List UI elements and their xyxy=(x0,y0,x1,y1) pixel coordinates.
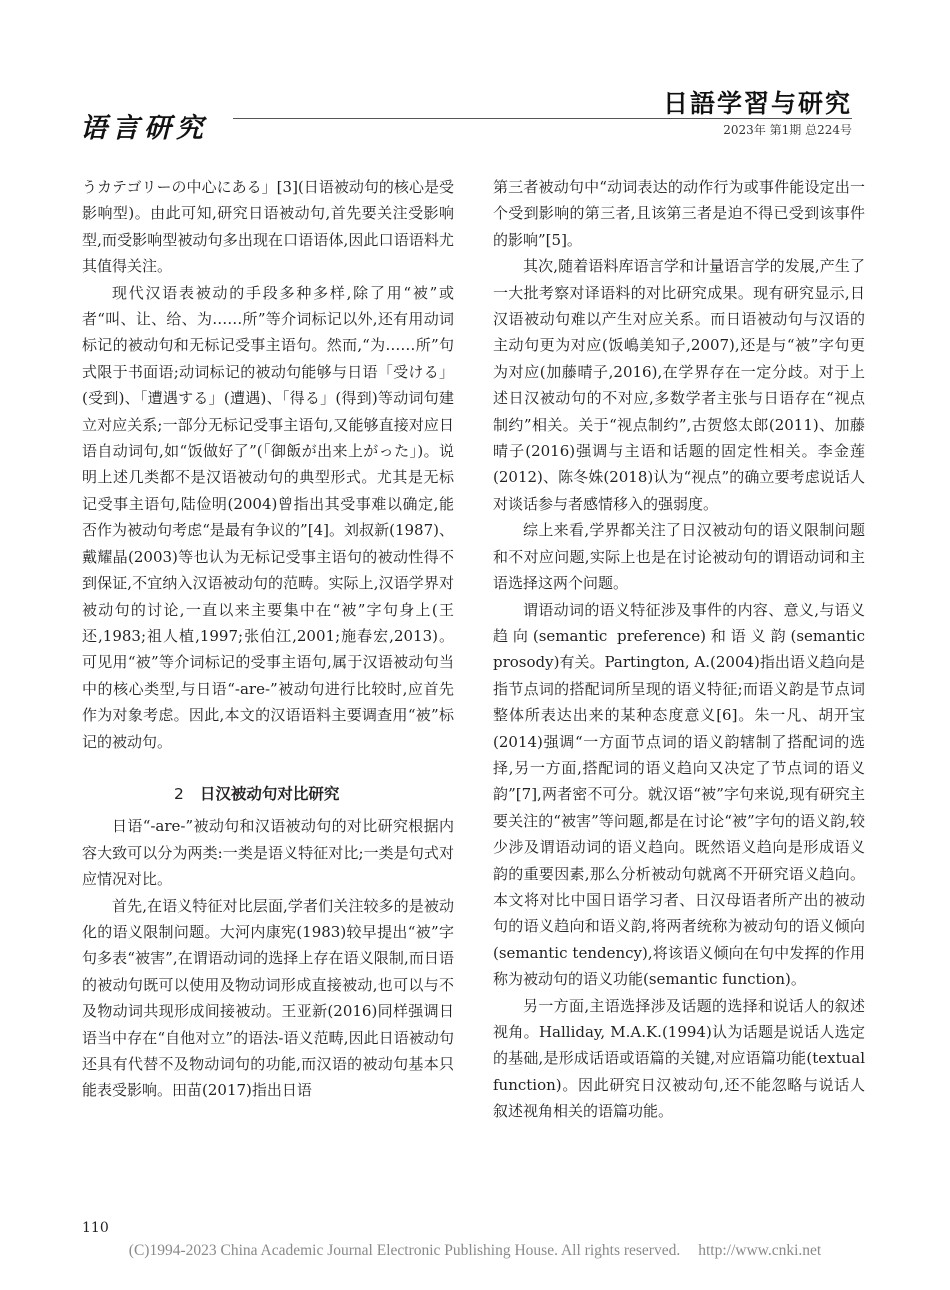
section-title: 语言研究 xyxy=(80,113,208,144)
paragraph: うカテゴリーの中心にある」[3](日语被动句的核心是受影响型)。由此可知,研究日语被动句,首先要关注受影响型,而受影响型被动句多出现在口语语体,因此口语语料尤其值得关注。 xyxy=(82,178,454,276)
paragraph: 谓语动词的语义特征涉及事件的内容、意义,与语义趋向(semantic preference)和语义韵(semantic prosody)有关。Partington, A.(2004)指出语义趋向是指节点词的搭配词所呈现的语义特征;而语义韵是节点词整体所表达出来的某种态度意义[6]。朱一凡、胡开宝(2014)强调“一方面节点词的语义韵辖制了搭配词的选择,另一方面,搭配词的语义趋向又决定了节点词的语义韵”[7],两者密不可分。就汉语“被”字句来说,现有研究主要关注的“被害”等问题,都是在讨论“被”字句的语义韵,较少涉及谓语动词的语义趋向。既然语义趋向是形成语义韵的重要因素,那么分析被动句就离不开研究语义趋向。本文将对比中国日语学习者、日汉母语者所产出的被动句的语义趋向和语义韵,将两者统称为被动句的语义倾向(semantic tendency),将该语义倾向在句中发挥的作用称为被动句的语义功能(semantic function)。 xyxy=(493,600,865,989)
copyright-text: (C)1994-2023 China Academic Journal Electronic Publishing House. All rights reserved. xyxy=(128,1242,681,1259)
page-number: 110 xyxy=(82,1220,109,1236)
right-column xyxy=(493,174,865,1125)
paragraph: 日语“-are-”被动句和汉语被动句的对比研究根据内容大致可以分为两类:一类是语义特征对比;一类是句式对应情况对比。 xyxy=(82,817,454,889)
left-column xyxy=(82,174,454,1104)
paragraph: 另一方面,主语选择涉及话题的选择和说话人的叙述视角。Halliday, M.A.K.(1994)认为话题是说话人选定的基础,是形成话语或语篇的关键,对应语篇功能(textual function)。因此研究日汉被动句,还不能忽略与说话人叙述视角相关的语篇功能。 xyxy=(493,996,865,1121)
paragraph: 第三者被动句中“动词表达的动作行为或事件能设定出一个受到影响的第三者,且该第三者是迫不得已受到该事件的影响”[5]。 xyxy=(493,178,865,249)
section-heading xyxy=(82,781,454,807)
issue-info: 2023年 第1期 总224号 xyxy=(723,123,852,137)
paragraph: 首先,在语义特征对比层面,学者们关注较多的是被动化的语义限制问题。大河内康宪(1983)较早提出“被”字句多表“被害”,在谓语动词的选择上存在语义限制,而日语的被动句既可以使用及物动词形成直接被动,也可以与不及物动词共现形成间接被动。王亚新(2016)同样强调日语当中存在“自他对立”的语法-语义范畴,因此日语被动句还具有代替不及物动词句的功能,而汉语的被动句基本只能表受影响。田苗(2017)指出日语 xyxy=(82,896,454,1100)
section-heading-text: 日汉被动句对比研究 xyxy=(199,784,340,803)
paragraph: 综上来看,学界都关注了日汉被动句的语义限制问题和不对应问题,实际上也是在讨论被动句的谓语动词和主语选择这两个问题。 xyxy=(493,521,865,593)
paragraph: 其次,随着语料库语言学和计量语言学的发展,产生了一大批考察对译语料的对比研究成果。现有研究显示,日汉语被动句难以产生对应关系。而日语被动句与汉语的主动句更为对应(饭嶋美知子,2007),还是与“被”字句更为对应(加藤晴子,2016),在学界存在一定分歧。对于上述日汉被动句的不对应,多数学者主张与日语存在“视点制约”相关。关于“视点制约”,古贺悠太郎(2011)、加藤晴子(2016)强调与主语和话题的固定性相关。李金莲(2012)、陈冬姝(2018)认为“视点”的确立要考虑说话人对谈话参与者感情移入的强弱度。 xyxy=(493,257,865,513)
footer-url: http://www.cnki.net xyxy=(698,1242,822,1259)
paragraph: 现代汉语表被动的手段多种多样,除了用“被”或者“叫、让、给、为……所”等介词标记以外,还有用动词标记的被动句和无标记受事主语句。然而,“为……所”句式限于书面语;动词标记的被动句能够与日语「受ける」(受到)、「遭遇する」(遭遇)、「得る」(得到)等动词句建立对应关系;一部分无标记受事主语句,又能够直接对应日语自动词句,如“饭做好了”(「御飯が出来上がった」)。说明上述几类都不是汉语被动句的典型形式。尤其是无标记受事主语句,陆俭明(2004)曾指出其受事难以确定,能否作为被动句考虑“是最有争议的”[4]。刘叔新(1987)、戴耀晶(2003)等也认为无标记受事主语句的被动性得不到保证,不宜纳入汉语被动句的范畴。实际上,汉语学界对被动句的讨论,一直以来主要集中在“被”字句身上(王还,1983;祖人植,1997;张伯江,2001;施春宏,2013)。可见用“被”等介词标记的受事主语句,属于汉语被动句当中的核心类型,与日语“-are-”被动句进行比较时,应首先作为对象考虑。因此,本文的汉语语料主要调查用“被”标记的被动句。 xyxy=(82,283,454,751)
section-number: 2 xyxy=(174,784,184,803)
footer xyxy=(0,1242,950,1260)
header-divider xyxy=(233,118,852,119)
journal-title: 日語学習与研究 xyxy=(662,89,852,118)
